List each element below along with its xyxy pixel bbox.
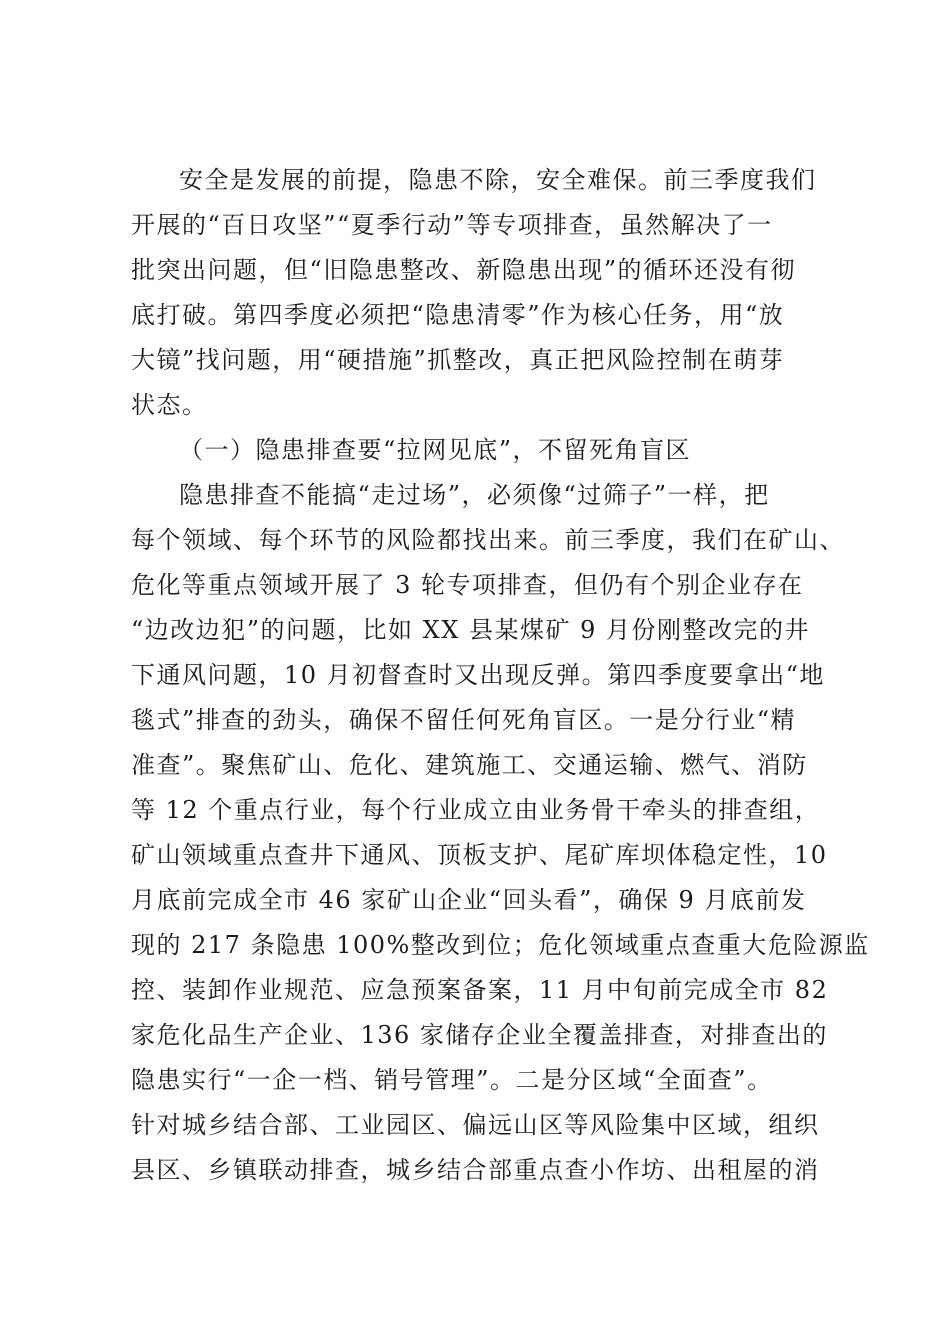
paragraph-2-line-9: 矿山领域重点查井下通风、顶板支护、尾矿库坝体稳定性，10 [131,841,828,869]
paragraph-2-line-16: 县区、乡镇联动排查，城乡结合部重点查小作坊、出租屋的消 [131,1156,820,1184]
paragraph-2-line-10: 月底前完成全市 46 家矿山企业“回头看”，确保 9 月底前发 [131,886,807,914]
section-heading: （一）隐患排查要“拉网见底”，不留死角盲区 [179,436,692,464]
paragraph-1-line-5: 大镜”找问题，用“硬措施”抓整改，真正把风险控制在萌芽 [131,346,785,374]
paragraph-2-line-4: “边改边犯”的问题，比如 XX 县某煤矿 9 月份刚整改完的井 [131,616,810,644]
paragraph-2-line-2: 每个领域、每个环节的风险都找出来。前三季度，我们在矿山、 [131,526,845,554]
paragraph-2-line-14: 隐患实行“一企一档、销号管理”。二是分区域“全面查”。 [131,1066,773,1094]
paragraph-1-line-2: 开展的“百日攻坚”“夏季行动”等专项排查，虽然解决了一 [131,211,773,239]
paragraph-2-line-5: 下通风问题，10 月初督查时又出现反弹。第四季度要拿出“地 [131,661,825,689]
paragraph-2-line-11: 现的 217 条隐患 100%整改到位；危化领域重点查重大危险源监 [131,931,870,959]
paragraph-2-line-8: 等 12 个重点行业，每个行业成立由业务骨干牵头的排查组， [131,796,821,824]
paragraph-1-line-6: 状态。 [131,391,208,419]
paragraph-2-line-3: 危化等重点领域开展了 3 轮专项排查，但仍有个别企业存在 [131,571,804,599]
paragraph-2-line-7: 准查”。聚焦矿山、危化、建筑施工、交通运输、燃气、消防 [131,751,808,779]
paragraph-2-line-15: 针对城乡结合部、工业园区、偏远山区等风险集中区域，组织 [131,1111,820,1139]
paragraph-2-line-12: 控、装卸作业规范、应急预案备案，11 月中旬前完成全市 82 [131,976,829,1004]
paragraph-1-line-4: 底打破。第四季度必须把“隐患清零”作为核心任务，用“放 [131,301,785,329]
paragraph-2-line-13: 家危化品生产企业、136 家储存企业全覆盖排查，对排查出的 [131,1021,828,1049]
paragraph-2-line-6: 毯式”排查的劲头，确保不留任何死角盲区。一是分行业“精 [131,706,797,734]
paragraph-1-line-3: 批突出问题，但“旧隐患整改、新隐患出现”的循环还没有彻 [131,256,797,284]
paragraph-1-line-1: 安全是发展的前提，隐患不除，安全难保。前三季度我们 [179,166,817,194]
paragraph-2-line-1: 隐患排查不能搞“走过场”，必须像“过筛子”一样，把 [179,481,770,509]
